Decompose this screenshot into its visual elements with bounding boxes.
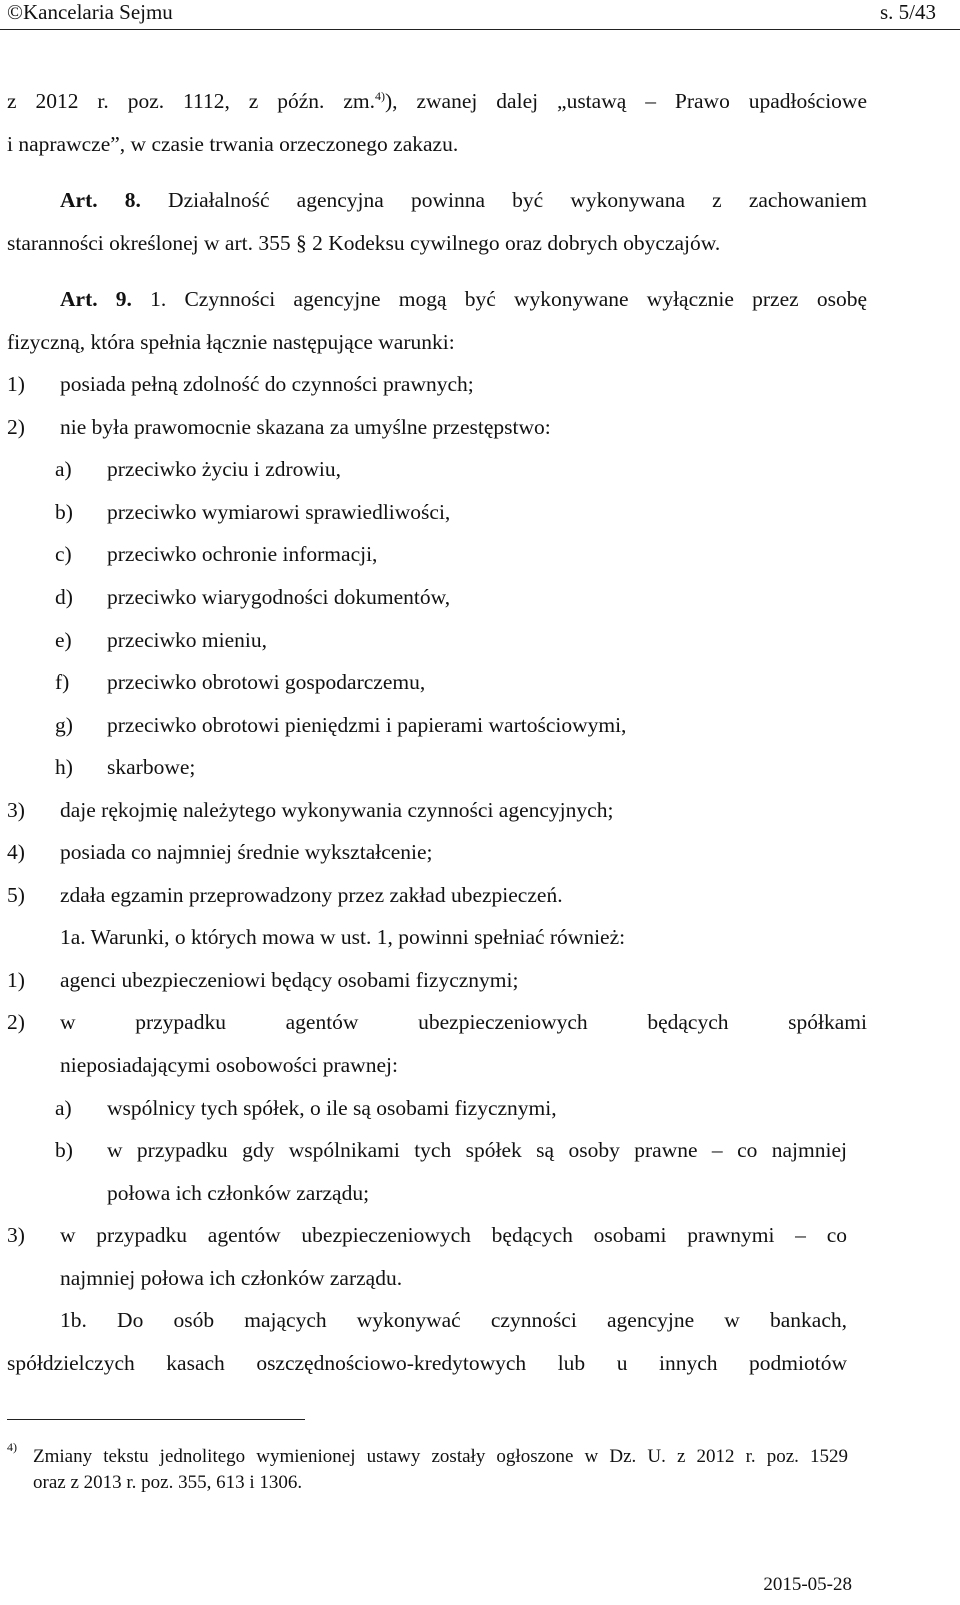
letter-mark: b)	[55, 1138, 73, 1162]
letter-mark: b)	[55, 500, 73, 524]
letter-mark: h)	[55, 755, 73, 779]
letter-text: przeciwko wiarygodności dokumentów,	[107, 585, 451, 609]
header-rule	[0, 29, 960, 30]
point-num: 2)	[7, 1010, 25, 1034]
header-left: ©Kancelaria Sejmu	[7, 0, 173, 24]
letter-mark: a)	[55, 457, 72, 481]
footer-date: 2015-05-28	[763, 1574, 852, 1595]
footnote-line-1: Zmiany tekstu jednolitego wymienionej ustawy zostały ogłoszone w Dz. U. z 2012 r. poz. 1529	[33, 1446, 848, 1467]
point-text-cont: najmniej połowa ich członków zarządu.	[60, 1266, 403, 1290]
ust1b-line-1: 1b. Do osób mających wykonywać czynności agencyjne w bankach,	[60, 1308, 847, 1332]
point-num: 1)	[7, 372, 25, 396]
point-num: 1)	[7, 968, 25, 992]
letter-mark: g)	[55, 713, 73, 737]
art9-line-1	[60, 286, 867, 312]
letter-mark: a)	[55, 1096, 72, 1120]
footnote-line-2: oraz z 2013 r. poz. 355, 613 i 1306.	[33, 1472, 303, 1493]
art9-text-1: 1. Czynności agencyjne mogą być wykonywane wyłącznie przez osobę	[150, 287, 868, 311]
ust1b-line-2: spółdzielczych kasach oszczędnościowo-kredytowych lub u innych podmiotów	[7, 1351, 847, 1375]
point-num: 2)	[7, 415, 25, 439]
art8-line-1	[60, 187, 867, 213]
intro-line-2: i naprawcze”, w czasie trwania orzeczonego zakazu.	[7, 132, 459, 156]
footnote-ref: 4)	[375, 89, 386, 103]
letter-text: wspólnicy tych spółek, o ile są osobami fizycznymi,	[107, 1096, 557, 1120]
letter-text: przeciwko mieniu,	[107, 628, 268, 652]
point-num: 5)	[7, 883, 25, 907]
point-text: zdała egzamin przeprowadzony przez zakład ubezpieczeń.	[60, 883, 563, 907]
letter-text: przeciwko obrotowi gospodarczemu,	[107, 670, 426, 694]
art8-label: Art. 8.	[60, 188, 141, 212]
letter-text: przeciwko wymiarowi sprawiedliwości,	[107, 500, 451, 524]
point-text: daje rękojmię należytego wykonywania czynności agencyjnych;	[60, 798, 614, 822]
ust1a-line: 1a. Warunki, o których mowa w ust. 1, powinni spełniać również:	[60, 925, 626, 949]
letter-mark: d)	[55, 585, 73, 609]
letter-text: przeciwko życiu i zdrowiu,	[107, 457, 342, 481]
art8-line-2: staranności określonej w art. 355 § 2 Kodeksu cywilnego oraz dobrych obyczajów.	[7, 231, 721, 255]
letter-text-cont: połowa ich członków zarządu;	[107, 1181, 370, 1205]
letter-text: przeciwko ochronie informacji,	[107, 542, 378, 566]
page-number: s. 5/43	[879, 0, 936, 24]
point-text: w przypadku agentów ubezpieczeniowych będących osobami prawnymi – co	[60, 1223, 847, 1247]
intro-text-b: ), zwanej dalej „ustawą – Prawo upadłościowe	[385, 89, 867, 113]
letter-mark: e)	[55, 628, 72, 652]
intro-line-1	[7, 88, 867, 114]
art8-text-1: Działalność agencyjna powinna być wykonywana z zachowaniem	[168, 188, 868, 212]
footnote-separator	[7, 1419, 305, 1420]
point-text-cont: nieposiadającymi osobowości prawnej:	[60, 1053, 398, 1077]
footnote-mark: 4)	[7, 1440, 17, 1454]
point-num: 3)	[7, 798, 25, 822]
point-num: 3)	[7, 1223, 25, 1247]
letter-text: przeciwko obrotowi pieniędzmi i papierami wartościowymi,	[107, 713, 627, 737]
letter-mark: c)	[55, 542, 72, 566]
point-text: agenci ubezpieczeniowi będący osobami fizycznymi;	[60, 968, 519, 992]
letter-mark: f)	[55, 670, 70, 694]
point-text: posiada co najmniej średnie wykształcenie;	[60, 840, 433, 864]
point-text: nie była prawomocnie skazana za umyślne przestępstwo:	[60, 415, 551, 439]
letter-text: w przypadku gdy wspólnikami tych spółek są osoby prawne – co najmniej	[107, 1138, 847, 1162]
intro-text-a: z 2012 r. poz. 1112, z późn. zm.	[7, 89, 376, 113]
art9-label: Art. 9.	[60, 287, 132, 311]
art9-line-2: fizyczną, która spełnia łącznie następujące warunki:	[7, 330, 455, 354]
point-text: posiada pełną zdolność do czynności prawnych;	[60, 372, 474, 396]
point-text: w przypadku agentów ubezpieczeniowych będących spółkami	[60, 1010, 867, 1034]
point-num: 4)	[7, 840, 25, 864]
letter-text: skarbowe;	[107, 755, 196, 779]
